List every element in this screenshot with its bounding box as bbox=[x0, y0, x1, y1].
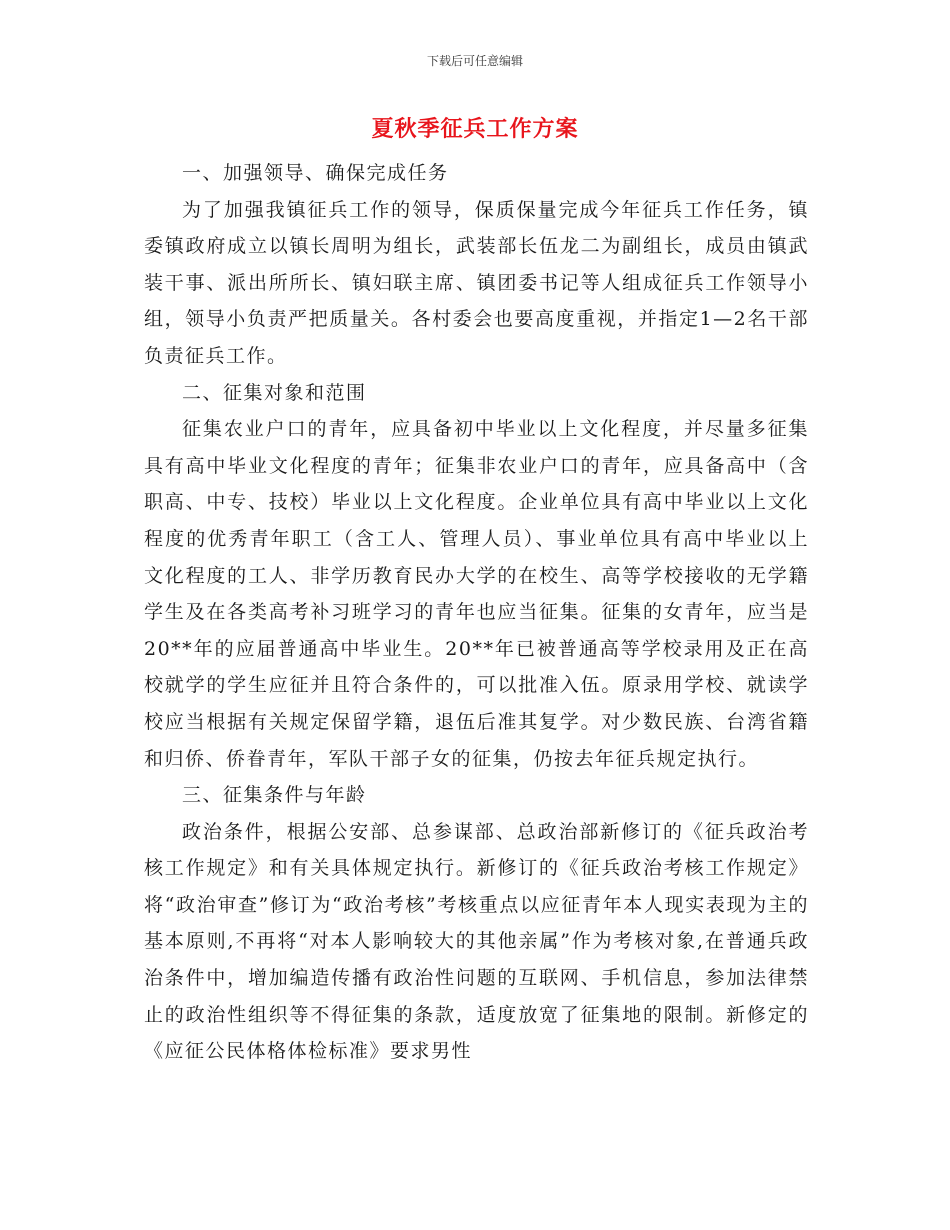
section-heading: 一、加强领导、确保完成任务 bbox=[182, 162, 449, 184]
header-note: 下载后可任意编辑 bbox=[426, 54, 523, 68]
section-heading: 三、征集条件与年龄 bbox=[182, 784, 367, 807]
section-heading: 二、征集对象和范围 bbox=[182, 381, 367, 404]
section-paragraph: 征集农业户口的青年，应具备初中毕业以上文化程度，并尽量多征集具有高中毕业文化程度的青年；征集非农业户口的青年，应具备高中（含职高、中专、技校）毕业以上文化程度。企业单位具有高中毕业以上文化程度的优秀青年职工（含工人、管理人员）、事业单位具有高中毕业以上文化程度的工人、非学历教育民办大学的在校生、高等学校接收的无学籍学生及在各类高考补习班学习的青年也应当征集。征集的女青年，应当是20**年的应届普通高中毕业生。20**年已被普通高等学校录用及正在高校就学的学生应征并且符合条件的，可以批准入伍。原录用学校、就读学校应当根据有关规定保留学籍，退伍后准其复学。对少数民族、台湾省籍和归侨、侨眷青年，军队干部子女的征集，仍按去年征兵规定执行。 bbox=[144, 418, 809, 770]
document-body bbox=[144, 155, 809, 1070]
section-paragraph: 政治条件，根据公安部、总参谋部、总政治部新修订的《征兵政治考核工作规定》和有关具体规定执行。新修订的《征兵政治考核工作规定》将“政治审查”修订为“政治考核”考核重点以应征青年本人现实表现为主的基本原则,不再将“对本人影响较大的其他亲属”作为考核对象,在普通兵政治条件中，增加编造传播有政治性问题的互联网、手机信息，参加法律禁止的政治性组织等不得征集的条款，适度放宽了征集地的限制。新修定的《应征公民体格体检标准》要求男性 bbox=[144, 820, 809, 1063]
section-paragraph: 为了加强我镇征兵工作的领导，保质保量完成今年征兵工作任务，镇委镇政府成立以镇长周明为组长，武装部长伍龙二为副组长，成员由镇武装干事、派出所所长、镇妇联主席、镇团委书记等人组成征兵工作领导小组，领导小负责严把质量关。各村委会也要高度重视，并指定1—2名干部负责征兵工作。 bbox=[144, 198, 809, 367]
document-title: 夏秋季征兵工作方案 bbox=[371, 116, 579, 142]
